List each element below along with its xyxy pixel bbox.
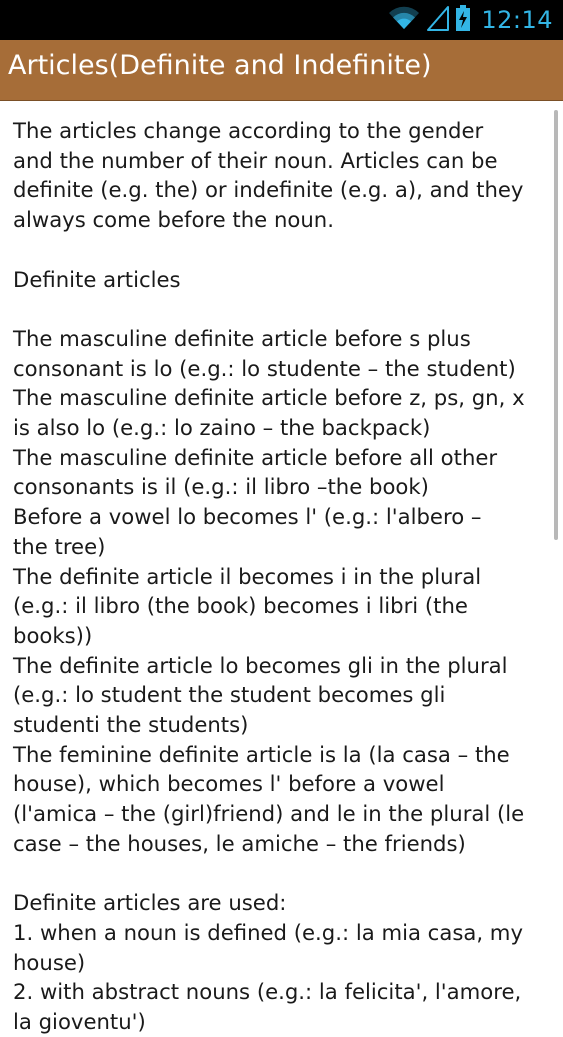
text-line: (e.g.: il libro (the book) becomes i libri (the — [13, 593, 468, 619]
signal-icon — [427, 5, 449, 35]
battery-charging-icon — [455, 4, 471, 36]
text-line: The definite article il becomes i in the plural — [13, 563, 482, 589]
text-line: The feminine definite article is la (la casa – the — [13, 741, 510, 767]
text-line: case – the houses, le amiche – the friends) — [13, 830, 466, 856]
wifi-icon — [387, 5, 421, 35]
text-line: and the number of their noun. Articles can be — [13, 147, 498, 173]
text-line: The masculine definite article before all other — [13, 444, 498, 470]
text-line: 2. with abstract nouns (e.g.: la felicita', l'amore, — [13, 979, 522, 1005]
status-time: 12:14 — [481, 6, 553, 34]
text-line: The masculine definite article before z, ps, gn, x — [13, 385, 525, 411]
text-line: consonants is il (e.g.: il libro –the book) — [13, 474, 429, 500]
text-line: (e.g.: lo student the student becomes gli — [13, 682, 446, 708]
text-line: The definite article lo becomes gli in the plural — [13, 652, 508, 678]
text-line: house), which becomes l' before a vowel — [13, 771, 445, 797]
text-line: studenti the students) — [13, 712, 249, 738]
text-line: definite (e.g. the) or indefinite (e.g. a), and they — [13, 177, 524, 203]
text-line: Before a vowel lo becomes l' (e.g.: l'albero – — [13, 504, 482, 530]
text-line: house) — [13, 949, 86, 975]
text-line: books)) — [13, 622, 93, 648]
text-line: is also lo (e.g.: lo zaino – the backpack) — [13, 415, 431, 440]
text-line: (l'amica – the (girl)friend) and le in the plural (le — [13, 801, 525, 827]
article-content — [13, 116, 553, 1037]
text-line: consonant is lo (e.g.: lo studente – the student) — [13, 355, 516, 381]
scrollbar[interactable] — [554, 110, 558, 540]
status-bar — [0, 0, 563, 40]
text-line: 1. when a noun is defined (e.g.: la mia casa, my — [13, 919, 523, 945]
title-bar — [0, 40, 563, 101]
status-icons — [387, 0, 553, 40]
page-title: Articles(Definite and Indefinite) — [8, 50, 432, 81]
spacer — [13, 294, 553, 324]
section-heading: Definite articles — [13, 266, 181, 292]
text-line: The articles change according to the gender — [13, 118, 484, 143]
text-line: the tree) — [13, 533, 106, 559]
text-line: The masculine definite article before s plus — [13, 325, 471, 351]
text-line: la gioventu') — [13, 1009, 146, 1035]
spacer — [13, 859, 553, 889]
spacer — [13, 235, 553, 265]
text-line: Definite articles are used: — [13, 890, 287, 916]
text-line: always come before the noun. — [13, 207, 334, 233]
